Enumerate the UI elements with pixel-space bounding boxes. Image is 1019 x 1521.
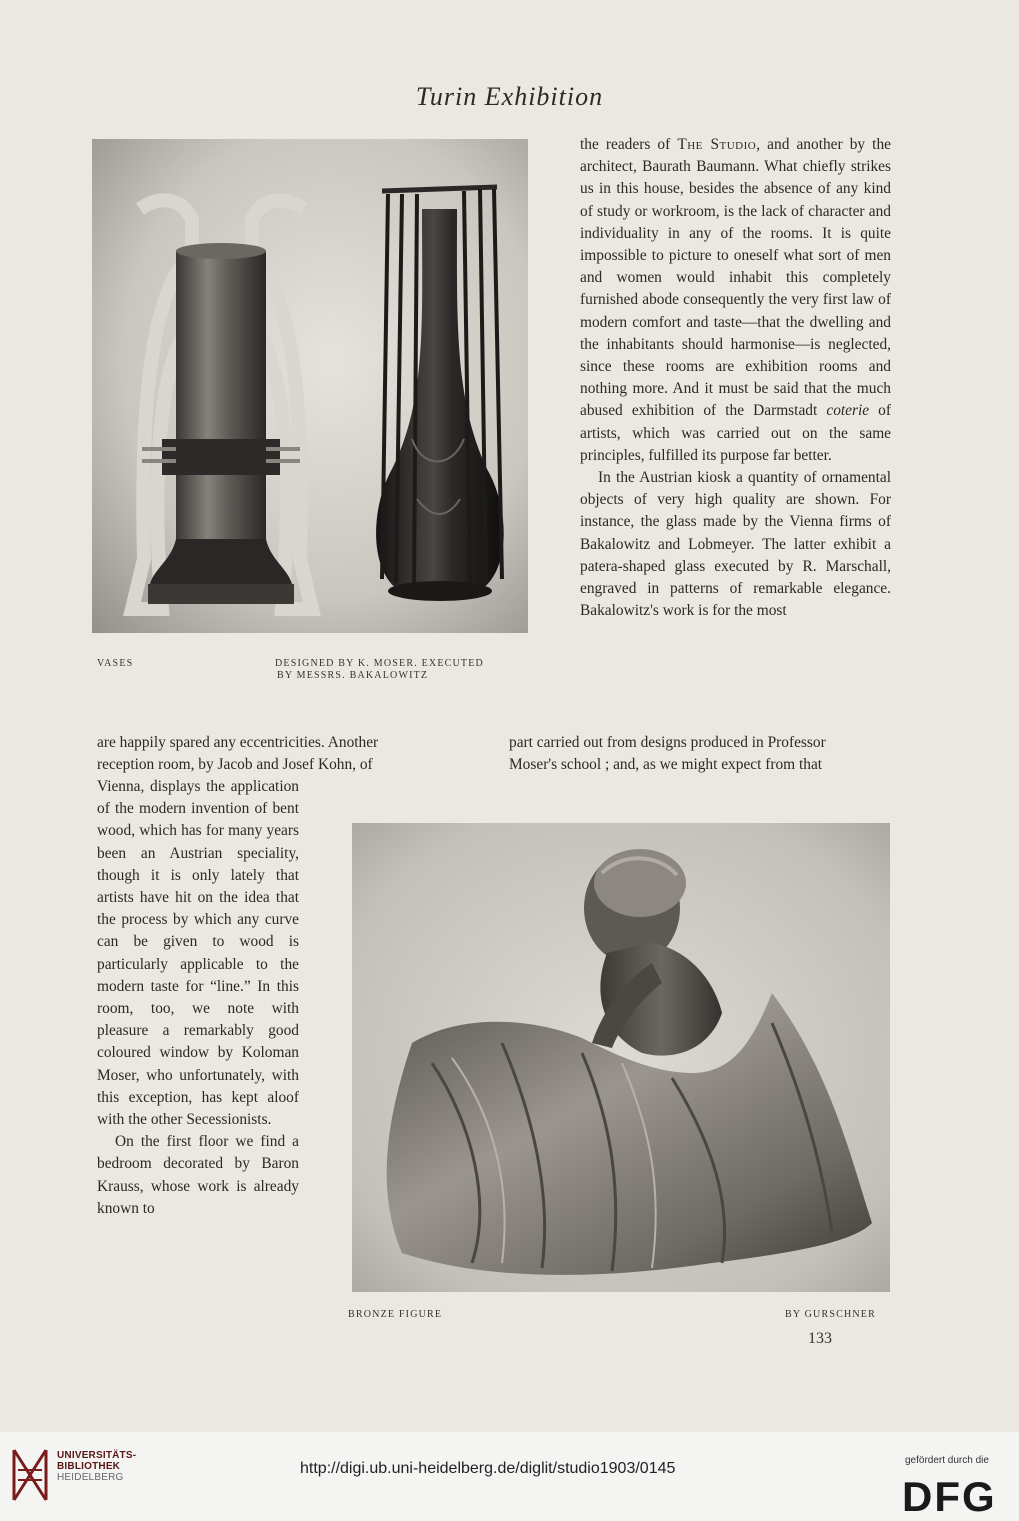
page-number: 133	[808, 1330, 832, 1347]
text-run: of artists, which was carried out on the same principles, fulfilled its purpose far better.	[580, 402, 892, 464]
full-width-left-line2: reception room, by Jacob and Josef Kohn, of	[97, 756, 373, 774]
vases-caption-credit	[275, 658, 484, 682]
dfg-logo: DFG	[902, 1473, 997, 1520]
source-url-link[interactable]: http://digi.ub.uni-heidelberg.de/diglit/studio1903/0145	[300, 1460, 676, 1477]
library-name-line3: HEIDELBERG	[57, 1472, 124, 1483]
footer	[0, 1432, 1019, 1521]
paragraph-first-floor: On the first floor we find a bedroom decorated by Baron Krauss, whose work is already known to	[97, 1133, 299, 1217]
text-run: the readers of	[580, 136, 678, 153]
paragraph-studio	[580, 134, 891, 467]
library-logo	[8, 1440, 52, 1515]
paragraph-bent-wood: Vienna, displays the application of the modern invention of bent wood, which has for many years been an Austrian speciality, though it is only lately that artists have hit on the idea that the process by which any curve can be given to wood is particularly applicable to the modern taste for “line.” In this room, too, we note with pleasure a remarkably good coloured window by Koloman Moser, who unfortunately, with this exception, has kept aloof with the other Secessionists.	[97, 778, 299, 1129]
full-width-left-line1: are happily spared any eccentricities. Another	[97, 734, 379, 751]
bronze-figure-photo	[352, 823, 890, 1292]
library-name-line2: BIBLIOTHEK	[57, 1461, 121, 1472]
bronze-caption-credit: BY GURSCHNER	[785, 1309, 876, 1320]
full-width-right-line1: part carried out from designs produced in Professor	[509, 734, 826, 751]
library-name-line1: UNIVERSITÄTS-	[57, 1450, 137, 1461]
full-width-left	[97, 732, 492, 776]
vases-caption-credit-line1: DESIGNED BY K. MOSER. EXECUTED	[275, 658, 484, 669]
the-studio-text: The Studio	[677, 136, 757, 153]
full-width-right-line2: Moser's school ; and, as we might expect from that	[509, 756, 823, 774]
vases-caption-label: VASES	[97, 658, 134, 669]
right-column-text	[580, 134, 891, 622]
bronze-caption-label: BRONZE FIGURE	[348, 1309, 443, 1320]
full-width-right	[509, 732, 899, 776]
funded-by-text: gefördert durch die	[905, 1455, 989, 1466]
vases-photo	[92, 139, 528, 633]
left-column-text	[97, 776, 299, 1220]
running-head: Turin Exhibition	[415, 82, 604, 111]
text-run: , and another by the architect, Baurath Baumann. What chiefly strikes us in this house, besides the absence of any kind of study or workroom, is the lack of character and individuality in any of the rooms. It is quite impossible to picture to oneself what sort of men and women would inhabit this completely furnished abode consequently the very first law of modern comfort and taste—that the dwelling and the inhabitants should harmonise—is neglected, since these rooms are exhibition rooms and nothing more. And it must be said that the much abused exhibition of the Darmstadt	[580, 136, 891, 420]
vases-caption-credit-line2: BY MESSRS. BAKALOWITZ	[277, 670, 429, 681]
coterie-text: coterie	[826, 402, 870, 420]
paragraph-austrian-kiosk: In the Austrian kiosk a quantity of ornamental objects of very high quality are shown. For instance, the glass made by the Vienna firms of Bakalowitz and Lobmeyer. The latter exhibit a patera-shaped glass executed by R. Marschall, engraved in patterns of remarkable elegance. Bakalowitz's work is for the most	[580, 469, 891, 620]
library-name	[57, 1450, 136, 1483]
